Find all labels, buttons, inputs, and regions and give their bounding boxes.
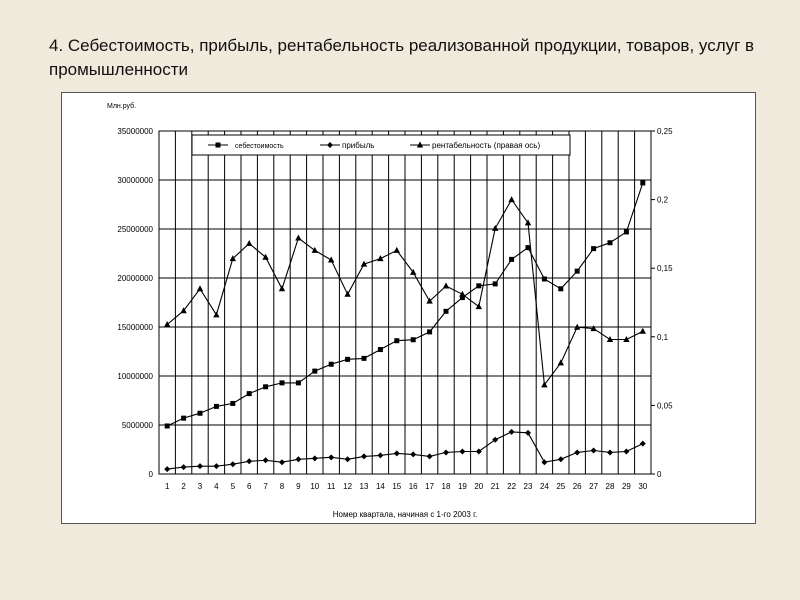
data-point-triangle	[295, 235, 301, 241]
data-point-diamond	[213, 463, 219, 469]
y2-tick-label: 0,15	[657, 264, 673, 274]
data-point-diamond	[640, 441, 646, 447]
data-point-square	[411, 337, 416, 342]
data-point-square	[329, 362, 334, 367]
x-tick-label: 18	[441, 482, 451, 491]
data-point-square	[476, 283, 481, 288]
x-tick-label: 27	[589, 482, 599, 491]
data-point-triangle	[443, 283, 449, 289]
data-point-diamond	[509, 429, 515, 435]
data-point-triangle	[558, 359, 564, 365]
y-tick-label: 10000000	[117, 372, 153, 381]
data-point-diamond	[459, 448, 465, 454]
x-tick-label: 10	[310, 482, 320, 491]
data-point-diamond	[295, 456, 301, 462]
legend-label: прибыль	[342, 141, 375, 150]
data-point-diamond	[377, 452, 383, 458]
y2-tick-label: 0,05	[657, 401, 673, 411]
data-point-square	[378, 347, 383, 352]
data-point-triangle	[328, 256, 334, 262]
data-point-square	[247, 391, 252, 396]
data-point-square	[575, 269, 580, 274]
data-point-diamond	[443, 449, 449, 455]
data-point-triangle	[246, 240, 252, 246]
y-tick-label: 20000000	[117, 274, 153, 283]
data-point-triangle	[344, 291, 350, 297]
x-tick-label: 11	[327, 482, 336, 491]
data-point-diamond	[312, 455, 318, 461]
x-tick-label: 30	[638, 482, 648, 491]
combo-line-chart	[62, 93, 755, 523]
data-point-triangle	[492, 225, 498, 231]
data-point-square	[394, 338, 399, 343]
x-tick-label: 1	[164, 482, 170, 491]
x-tick-label: 13	[359, 482, 369, 491]
data-point-square	[624, 229, 629, 234]
data-point-triangle	[508, 196, 514, 202]
data-point-square	[493, 281, 498, 286]
data-point-square	[640, 180, 645, 185]
data-point-square	[216, 143, 221, 148]
data-point-diamond	[181, 464, 187, 470]
data-point-square	[542, 276, 547, 281]
data-point-square	[280, 380, 285, 385]
y-tick-label: 35000000	[117, 127, 153, 136]
chart-frame	[61, 92, 756, 524]
data-point-triangle	[394, 247, 400, 253]
data-point-diamond	[410, 451, 416, 457]
data-point-diamond	[197, 463, 203, 469]
data-point-square	[526, 245, 531, 250]
data-point-square	[345, 357, 350, 362]
x-tick-label: 16	[408, 482, 418, 491]
x-tick-label: 23	[523, 482, 533, 491]
x-tick-label: 4	[214, 482, 219, 491]
x-tick-label: 15	[392, 482, 402, 491]
data-point-triangle	[197, 285, 203, 291]
x-tick-label: 24	[539, 482, 549, 491]
data-point-square	[312, 369, 317, 374]
data-point-diamond	[574, 449, 580, 455]
data-point-diamond	[345, 456, 351, 462]
x-tick-label: 14	[375, 482, 385, 491]
y-tick-label: 25000000	[117, 225, 153, 234]
y-tick-label: 30000000	[117, 176, 153, 185]
data-point-square	[214, 404, 219, 409]
data-point-diamond	[394, 450, 400, 456]
x-tick-label: 8	[279, 482, 285, 491]
data-point-diamond	[607, 449, 613, 455]
data-point-square	[263, 384, 268, 389]
y-tick-label: 5000000	[121, 421, 153, 430]
data-point-triangle	[312, 247, 318, 253]
y2-tick-label: 0,1	[657, 332, 669, 342]
data-point-diamond	[328, 454, 334, 460]
data-point-triangle	[640, 328, 646, 334]
data-point-diamond	[525, 430, 531, 436]
data-point-diamond	[246, 458, 252, 464]
data-point-triangle	[377, 255, 383, 261]
data-point-diamond	[623, 448, 629, 454]
x-tick-label: 9	[296, 482, 301, 491]
y-axis-title: Млн.руб.	[107, 103, 137, 110]
x-tick-label: 19	[457, 482, 467, 491]
data-point-square	[296, 380, 301, 385]
x-axis-title: Номер квартала, начиная с 1-го 2003 г.	[332, 510, 478, 519]
data-point-square	[181, 416, 186, 421]
data-point-square	[198, 411, 203, 416]
data-point-square	[362, 356, 367, 361]
x-tick-label: 5	[230, 482, 236, 491]
x-tick-label: 3	[197, 482, 203, 491]
data-point-triangle	[164, 321, 170, 327]
y-tick-label: 15000000	[117, 323, 153, 332]
data-point-diamond	[230, 461, 236, 467]
data-point-diamond	[427, 453, 433, 459]
data-point-square	[230, 401, 235, 406]
x-tick-label: 7	[263, 482, 268, 491]
data-point-square	[591, 246, 596, 251]
data-point-square	[427, 329, 432, 334]
data-point-diamond	[558, 456, 564, 462]
x-tick-label: 22	[507, 482, 517, 491]
data-point-diamond	[263, 457, 269, 463]
x-tick-label: 26	[572, 482, 582, 491]
legend-label: рентабельность (правая ось)	[432, 141, 541, 150]
y2-tick-label: 0	[657, 470, 662, 479]
x-tick-label: 28	[605, 482, 615, 491]
x-tick-label: 29	[621, 482, 631, 491]
data-point-diamond	[591, 447, 597, 453]
data-point-diamond	[164, 466, 170, 472]
data-point-diamond	[279, 459, 285, 465]
slide-title: 4. Себестоимость, прибыль, рентабельность реализованной продукции, товаров, услуг в промышленности	[49, 36, 755, 79]
data-point-square	[444, 309, 449, 314]
data-point-triangle	[279, 285, 285, 291]
x-tick-label: 17	[425, 482, 435, 491]
data-point-diamond	[541, 459, 547, 465]
data-point-square	[165, 423, 170, 428]
data-point-square	[509, 257, 514, 262]
data-point-square	[608, 240, 613, 245]
y-tick-label: 0	[148, 470, 153, 479]
data-point-square	[558, 286, 563, 291]
legend-label: себестоимость	[235, 143, 284, 150]
x-tick-label: 12	[343, 482, 353, 491]
x-tick-label: 21	[490, 482, 500, 491]
x-tick-label: 2	[181, 482, 186, 491]
x-tick-label: 20	[474, 482, 484, 491]
y2-tick-label: 0,25	[657, 127, 673, 136]
data-point-diamond	[361, 453, 367, 459]
data-point-triangle	[476, 303, 482, 309]
x-tick-label: 6	[246, 482, 252, 491]
x-tick-label: 25	[556, 482, 566, 491]
y2-tick-label: 0,2	[657, 195, 669, 205]
